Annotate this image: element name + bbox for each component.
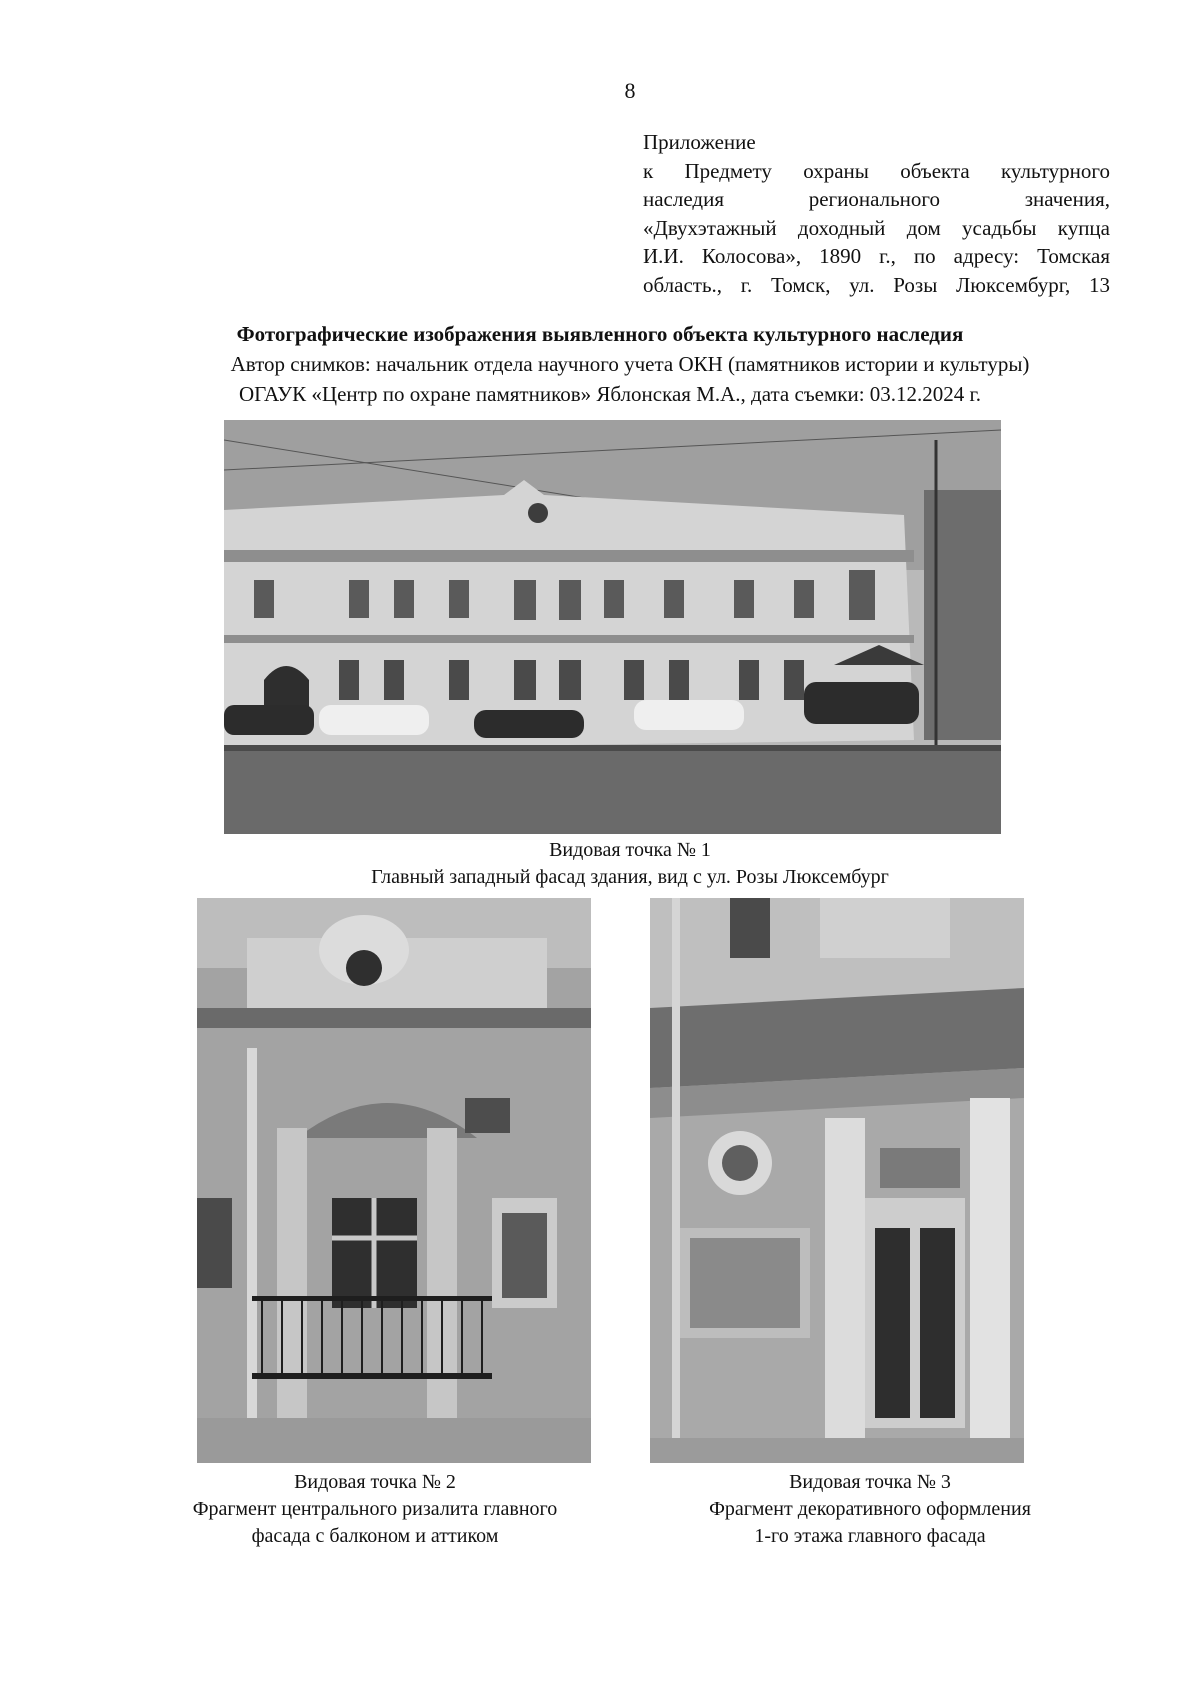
photo-decorative-facade [650, 898, 1024, 1463]
caption-text: 1-го этажа главного фасада [754, 1525, 986, 1547]
appendix-line: И.И. Колосова», 1890 г., по адресу: Томская [643, 244, 1110, 268]
caption-text: Фрагмент декоративного оформления [709, 1498, 1031, 1520]
author-line: Автор снимков: начальник отдела научного учета ОКН (памятников истории и культуры) [230, 352, 1030, 376]
caption-text: фасада с балконом и аттиком [251, 1525, 499, 1547]
author-line: ОГАУК «Центр по охране памятников» Яблонская М.А., дата съемки: 03.12.2024 г. [238, 382, 982, 406]
photo-main-facade [224, 420, 1001, 834]
appendix-line: область., г. Томск, ул. Розы Люксембург, 13 [643, 272, 1110, 297]
page-number: 8 [624, 78, 636, 103]
caption-title: Видовая точка № 1 [549, 839, 711, 861]
appendix-line: «Двухэтажный доходный дом усадьбы купца [643, 215, 1110, 240]
photo-caption [260, 837, 1000, 891]
appendix-heading: Приложение [643, 130, 756, 154]
section-title: Фотографические изображения выявленного объекта культурного наследия [236, 322, 964, 346]
caption-text: Главный западный фасад здания, вид с ул. Розы Люксембург [371, 866, 889, 888]
photo-caption [150, 1469, 600, 1550]
appendix-block [643, 128, 1110, 299]
appendix-line: наследия регионального значения, [643, 187, 1110, 211]
caption-title: Видовая точка № 2 [294, 1471, 456, 1493]
appendix-line: к Предмету охраны объекта культурного [643, 158, 1110, 183]
photo-caption [650, 1469, 1090, 1550]
photo-central-risalit [197, 898, 591, 1463]
caption-text: Фрагмент центрального ризалита главного [192, 1498, 558, 1520]
caption-title: Видовая точка № 3 [789, 1471, 951, 1493]
